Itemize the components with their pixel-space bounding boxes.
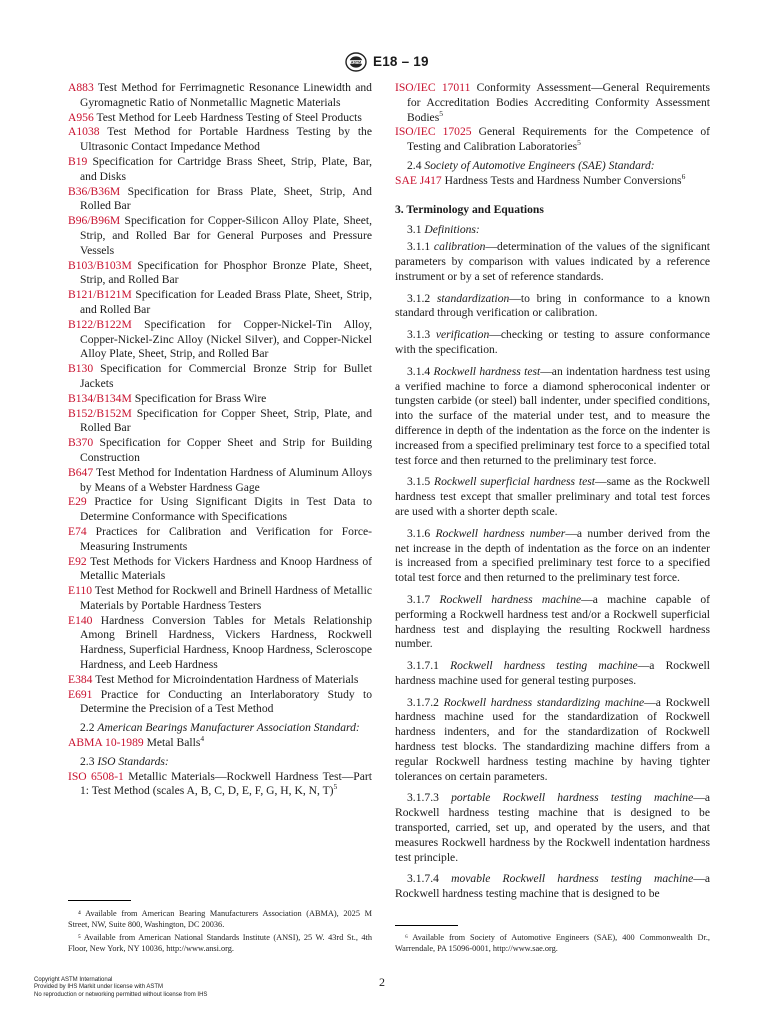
- definition-list: [395, 240, 710, 902]
- reference-link-iso17025[interactable]: ISO/IEC 17025: [395, 125, 472, 139]
- reference-link-iso6508[interactable]: ISO 6508-1: [68, 769, 124, 783]
- reference-title: Specification for Cartridge Brass Sheet, Strip, Plate, Bar, and Disks: [80, 154, 372, 183]
- definition-paragraph: 3.1.7 Rockwell hardness machine—a machine capable of performing a Rockwell hardness test and/or a Rockwell superficial hardness test and displaying the resulting Rockwell hardness number.: [395, 592, 710, 651]
- reference-link[interactable]: B36/B36M: [68, 184, 121, 198]
- footnote-4: ⁴ Available from American Bearing Manufacturers Association (ABMA), 2025 M Street, NW, Suite 800, Washington, DC 20036.: [68, 909, 372, 929]
- reference-title: Specification for Commercial Bronze Strip for Bullet Jackets: [80, 362, 372, 390]
- reference-item: [68, 392, 372, 407]
- reference-link[interactable]: B370: [68, 436, 94, 450]
- reference-link[interactable]: E384: [68, 672, 93, 686]
- definition-paragraph: 3.1.3 verification—checking or testing to assure conformance with the specification.: [395, 328, 710, 356]
- definition-paragraph: 3.1.7.4 movable Rockwell hardness testing machine—a Rockwell hardness testing machine that is designed to be: [395, 872, 710, 901]
- copyright-notice: Copyright ASTM International Provided by IHS Markit under license with ASTM No reproduction or networking permitted without license from IHS: [34, 977, 208, 998]
- reference-item: [68, 407, 372, 437]
- reference-title: Specification for Brass Plate, Sheet, Strip, And Rolled Bar: [80, 184, 372, 213]
- reference-item: [68, 466, 372, 496]
- reference-title: Specification for Copper-Nickel-Tin Alloy, Copper-Nickel-Zinc Alloy (Nickel Silver), and Copper-Nickel Alloy Plate, Sheet, Strip, and Rolled Bar: [80, 317, 372, 361]
- reference-title: Specification for Phosphor Bronze Plate, Sheet, Strip, and Rolled Bar: [80, 258, 372, 287]
- page-number: 2: [379, 975, 385, 989]
- definition-paragraph: 3.1.5 Rockwell superficial hardness test—same as the Rockwell hardness test except that smaller preliminary and total test forces are used with a shorter depth scale.: [395, 475, 710, 518]
- reference-link[interactable]: B134/B134M: [68, 391, 132, 405]
- reference-item: [68, 362, 372, 392]
- reference-link-iso17011[interactable]: ISO/IEC 17011: [395, 81, 471, 94]
- section-3-1: 3.1 Definitions:: [407, 223, 480, 237]
- reference-item: [68, 436, 372, 466]
- reference-link[interactable]: E691: [68, 687, 93, 701]
- left-column: [68, 81, 372, 799]
- reference-link-sae-j417[interactable]: SAE J417: [395, 173, 442, 187]
- reference-item: [68, 495, 372, 525]
- astm-logo-icon: [345, 52, 367, 72]
- reference-item: [68, 185, 372, 215]
- footnote-5: ⁵ Available from American National Standards Institute (ANSI), 25 W. 43rd St., 4th Floor, New York, NY 10036, http://www.ansi.org.: [68, 933, 372, 953]
- reference-title: Practice for Conducting an Interlaboratory Study to Determine the Precision of a Test Method: [80, 687, 372, 716]
- reference-link[interactable]: A956: [68, 110, 94, 124]
- reference-link[interactable]: B103/B103M: [68, 258, 132, 272]
- reference-item: [68, 614, 372, 673]
- section-heading-terminology: 3. Terminology and Equations: [395, 202, 544, 216]
- reference-item: ISO 6508-1 Metallic Materials—Rockwell Hardness Test—Part 1: Test Method (scales A, B, C, D, E, F, G, H, K, N, T)$^5$: [68, 769, 372, 798]
- reference-link[interactable]: E74: [68, 524, 87, 538]
- reference-item: [68, 525, 372, 555]
- document-id: E18 – 19: [373, 54, 429, 69]
- page-header: [0, 52, 768, 72]
- reference-item: ISO/IEC 17011 Conformity Assessment—General Requirements for Accreditation Bodies Accrediting Conformity Assessment Bodies$^5$: [395, 81, 710, 124]
- definition-paragraph: 3.1.2 standardization—to bring in conformance to a known standard through verification or calibration.: [395, 291, 710, 320]
- footnote-divider: [395, 925, 458, 926]
- footnote-6: ⁶ Available from Society of Automotive Engineers (SAE), 400 Commonwealth Dr., Warrendale, PA 15096-0001, http://www.sae.org.: [395, 933, 710, 953]
- reference-link[interactable]: B96/B96M: [68, 214, 121, 228]
- reference-item: [68, 688, 372, 718]
- reference-title: Specification for Copper-Silicon Alloy Plate, Sheet, Strip, and Rolled Bar for General Purposes and Pressure Vessels: [80, 214, 372, 257]
- reference-item: [68, 584, 372, 614]
- reference-link[interactable]: A883: [68, 81, 94, 94]
- reference-item: [68, 318, 372, 362]
- definition-paragraph: 3.1.4 Rockwell hardness test—an indentation hardness test using a verified machine to force a diamond spheroconical indenter or tungsten carbide (or steel) ball indenter, under specified conditions, into the surface of the material under test, and to measure the difference in depth of the indentation as the force on the indenter is increased from a specified preliminary test force to a specified total test force and then returned to the preliminary test force.: [395, 364, 710, 467]
- reference-list: [68, 81, 372, 717]
- reference-item: [68, 125, 372, 155]
- reference-title: Specification for Brass Wire: [134, 391, 267, 405]
- reference-title: Practice for Using Significant Digits in Test Data to Determine Conformance with Specifications: [80, 495, 372, 524]
- definition-paragraph: 3.1.7.3 portable Rockwell hardness testing machine—a Rockwell hardness testing machine that is designed to be transported, carried, set up, and operated by the users, and that measures Rockwell hardness by the Rockwell indentation hardness test principle.: [395, 791, 710, 864]
- reference-item: [68, 259, 372, 289]
- reference-item: [68, 111, 372, 126]
- reference-item: SAE J417 Hardness Tests and Hardness Number Conversions$^6$: [395, 171, 686, 187]
- reference-title: Test Method for Rockwell and Brinell Hardness of Metallic Materials by Portable Hardness Testers: [80, 584, 372, 612]
- reference-link[interactable]: A1038: [68, 125, 100, 139]
- footnote-divider: [68, 900, 131, 901]
- reference-link[interactable]: E110: [68, 584, 93, 598]
- reference-link[interactable]: B121/B121M: [68, 288, 132, 302]
- reference-title: Test Method for Portable Hardness Testing by the Ultrasonic Contact Impedance Method: [80, 125, 372, 154]
- reference-item: ABMA 10-1989 Metal Balls$^4$: [68, 734, 205, 750]
- reference-item: [68, 555, 372, 585]
- reference-title: Specification for Copper Sheet, Strip, Plate, and Rolled Bar: [80, 406, 372, 435]
- reference-link[interactable]: B130: [68, 362, 94, 376]
- definition-paragraph: 3.1.7.1 Rockwell hardness testing machine—a Rockwell hardness machine used for general testing purposes.: [395, 659, 711, 687]
- section-2-2: 2.2 American Bearings Manufacturer Association Standard:: [80, 721, 360, 735]
- reference-item: [68, 288, 372, 318]
- reference-link[interactable]: E92: [68, 554, 87, 568]
- reference-item: [68, 214, 372, 258]
- reference-link[interactable]: E140: [68, 613, 93, 627]
- reference-item: [68, 81, 372, 111]
- reference-title: Test Method for Ferrimagnetic Resonance Linewidth and Gyromagnetic Ratio of Nonmetallic Magnetic Materials: [80, 81, 372, 109]
- reference-title: Test Method for Microindentation Hardness of Materials: [95, 672, 359, 686]
- reference-title: Specification for Copper Sheet and Strip for Building Construction: [80, 436, 372, 464]
- reference-link[interactable]: B647: [68, 465, 94, 479]
- reference-title: Specification for Leaded Brass Plate, Sheet, Strip, and Rolled Bar: [80, 288, 372, 316]
- reference-link[interactable]: B122/B122M: [68, 317, 132, 331]
- reference-link[interactable]: B152/B152M: [68, 406, 132, 420]
- reference-item: [68, 155, 372, 185]
- reference-title: Test Method for Leeb Hardness Testing of Steel Products: [96, 110, 362, 124]
- svg-text:ASTM: ASTM: [350, 60, 362, 65]
- definition-paragraph: 3.1.1 calibration—determination of the values of the significant parameters by comparison with values indicated by a reference instrument or by a set of reference standards.: [395, 240, 710, 283]
- reference-link-abma[interactable]: ABMA 10-1989: [68, 736, 144, 750]
- reference-link[interactable]: B19: [68, 154, 88, 168]
- reference-title: Test Methods for Vickers Hardness and Knoop Hardness of Metallic Materials: [80, 554, 372, 583]
- definition-paragraph: 3.1.6 Rockwell hardness number—a number derived from the net increase in the depth of indentation as the force on an indenter is increased from a specified preliminary test force to a specified total test force and then returned to the preliminary test force.: [395, 526, 710, 585]
- reference-title: Hardness Conversion Tables for Metals Relationship Among Brinell Hardness, Vickers Hardness, Rockwell Hardness, Superficial Hardness, Knoop Hardness, Scleroscope Hardness, and Leeb Hardness: [80, 613, 372, 672]
- reference-item: ISO/IEC 17025 General Requirements for the Competence of Testing and Calibration Laboratories$^5$: [395, 125, 710, 154]
- reference-item: [68, 673, 372, 688]
- section-2-3: 2.3 ISO Standards:: [80, 754, 169, 768]
- reference-title: Test Method for Indentation Hardness of Aluminum Alloys by Means of a Webster Hardness Gage: [80, 465, 372, 494]
- reference-link[interactable]: E29: [68, 495, 87, 509]
- reference-title: Practices for Calibration and Verification for Force-Measuring Instruments: [80, 524, 372, 553]
- section-2-4: 2.4 Society of Automotive Engineers (SAE) Standard:: [407, 158, 655, 172]
- definition-paragraph: 3.1.7.2 Rockwell hardness standardizing machine—a Rockwell hardness machine used for the standardization of Rockwell hardness indenters, and for the standardization of Rockwell hardness test blocks. The standardizing machine differs from a regular Rockwell hardness testing machine by having tighter tolerances on certain parameters.: [395, 695, 711, 783]
- right-column: [395, 81, 710, 909]
